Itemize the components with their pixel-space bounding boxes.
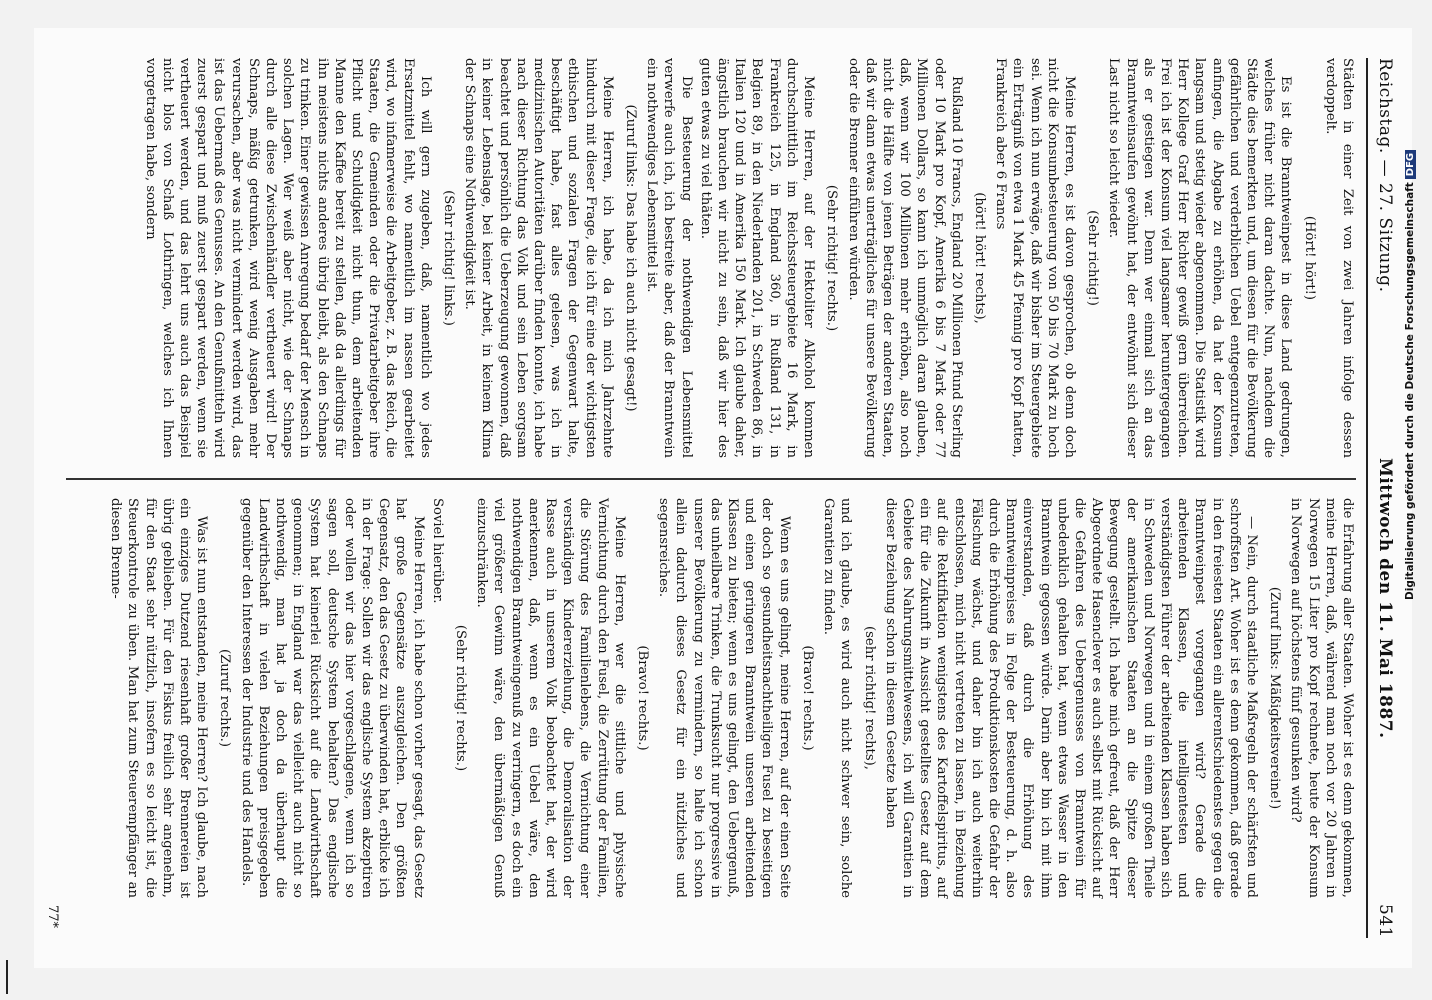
- interjection: (sehr richtig! rechts),: [861, 626, 877, 770]
- scanned-page: [34, 28, 1412, 968]
- paragraph: Was ist nun entstanden, meine Herren? Ich glaube, nach ein einziges Dutzend riesenhaft großer Brennereien ist übrig geblieben. Für den Fiskus freilich sehr angenehm, für den Staat sehr nützlich, insofern es so leicht ist, die Steuerkontrole zu üben. Man hat zum Steuerempfänger an diesen Brenne-: [108, 498, 210, 898]
- paragraph: Meine Herren, wer die sittliche und physische Vernichtung durch den Fusel, die Zerrüttung der Familien, die Störung des Familienlebens, die Vernichtung einer verständigen Kindererziehung, die Demoralisation der Rasse auch in unserem Volk beobachtet hat, der wird anerkennen, daß, wenn es ein Uebel wäre, den nothwendigen Branntweingenuß zu verringern, es doch ein viel größerer Gewinn wäre, den übermäßigen Genuß einzuschränken.: [474, 498, 627, 898]
- interjection: (Zuruf links: Mäßigkeitsvereine!): [1267, 586, 1283, 810]
- paragraph: Ich will gern zugeben, daß, namentlich wo jedes Ersatzmittel fehlt, wo namentlich im nassen gearbeitet wird, wo infamerweise die Arbeitgeber, z. B. das Reich, die Staaten, die Gemeinden oder die Privatarbeitgeber ihre Pflicht und Schuldigkeit nicht thun, dem arbeitenden Manne den Kaffee bereit zu stellen, daß da allerdings für ihn meistens nichts anderes übrig bleibt, als den Schnaps zu trinken. Einer gewissen Anregung bedarf der Mensch in solchen Lagen. Wer weiß aber nicht, wie der Schnaps durch alle diese Zwischenhändler vertheuert wird! Der Schnaps, mäßig getrunken, wird wenig Ausgaben mehr verursachen, aber was nicht vermindert werden wird, das ist das Uebermaß des Genusses. An den Genußmitteln wird zuerst gespart und muß zuerst gespart werden, wenn sie vertheuert werden, und das lehrt uns auch das Beispiel nicht blos von Schaß Lothringen, welches ich Ihnen vorgetragen habe, sondern: [142, 58, 433, 458]
- right-column: [105, 498, 1356, 898]
- paragraph: die Erfahrung aller Staaten. Woher ist es denn gekommen, meine Herren, daß, während man noch vor 20 Jahren in Norwegen 15 Liter pro Kopf rechnete, heute der Konsum in Norwegen auf höchstens fünf gesunken wird?: [1288, 498, 1355, 898]
- header-session: Reichstag. — 27. Sitzung.: [1375, 58, 1395, 293]
- paragraph: — Nein, durch staatliche Maßregeln der schärfsten und schroffsten Art. Woher ist es denn gekommen, daß gerade in den freiesten Staaten ein allerentschiedenstes gegen die Branntweinpest vorgegangen wird? Gerade die arbeitenden Klassen, die intelligentesten und verständigsten Führer der arbeitenden Klassen haben sich in Schweden und Norwegen und in einem großen Theile der amerikanischen Staaten an die Spitze dieser Bewegung gestellt. Ich habe mich gefreut, daß der Herr Abgeordnete Hasenclever es auch selbst mit Rücksicht auf die Gefahren des Uebergenusses von Branntwein für unbedenklich gehalten hat, wenn etwas Wasser in den Branntwein gegossen würde. Darin aber bin ich mit ihm einverstanden, daß durch die Erhöhung des Branntweinpreises in Folge der Besteuerung, d. h. also durch die Erhöhung des Produktionskosten die Gefahr der Fälschung wächst, und daher bin ich auch weiterhin entschlossen, mich nicht vertreten zu lassen, in Beziehung auf die Rektifikation wenigstens des Kartoffelspiritus, auf ein für die Zukunft in Aussicht gestelltes Gesetz auf dem Gebiete des Nahrungsmittelwesens, ich will Garantien in dieser Beziehung schon in diesem Gesetze haben: [882, 498, 1259, 898]
- digitization-credit: [1404, 40, 1426, 600]
- paragraph: Wenn es uns gelingt, meine Herren, auf der einen Seite der doch so gesundheitsnachtheiligen Fusel zu beseitigen und einen geringeren Branntwein unseren arbeitenden Klassen zu bieten; wenn es uns gelingt, den Uebergenuß, das unheilbare Trinken, die Trunksucht nur progressive in unserer Bevölkerung zu vermindern, so halte ich schon allein dadurch dieses Gesetz für ein nützliches und segensreiches.: [656, 498, 792, 898]
- paragraph: und ich glaube, es wird auch nicht schwer sein, solche Garantien zu finden.: [821, 498, 854, 898]
- interjection: (Sehr richtig! rechts.): [453, 624, 469, 772]
- interjection: (Bravo! rechts.): [635, 645, 651, 751]
- signature-mark: 77*: [45, 904, 60, 928]
- interjection: (Bravo! rechts.): [799, 645, 815, 751]
- paragraph: Meine Herren, ich habe, da ich mich Jahrzehnte hindurch mit dieser Frage, die ich für eine der wichtigsten ethischen und sozialen Fragen der Gegenwart halte, beschäftigt habe, fast alles gelesen, was ich in medizinischen Autoritäten darüber finden konnte, ich habe nach dieser Richtung das Volk und sein Leben sorgsam beachtet und persönlich die Ueberzeugung gewonnen, daß in keiner Lebenslage, bei keiner Arbeit, in keinem Klima der Schnaps eine Nothwendigkeit ist.: [462, 58, 615, 458]
- header-date: Mittwoch den 11. Mai 1887.: [1375, 458, 1395, 739]
- left-column: [139, 58, 1356, 458]
- paragraph: Es ist die Branntweinpest in diese Land gedrungen, welches früher nicht daran dachte. Nun, nachdem die Städte dies bemerkten und, um diesen für die Bevölkerung gefährlichen und verderblichen Uebel entgegenzutreten, anfingen, die Abgabe zu erhöhen, da hat der Konsum langsam und stetig wieder abgenommen. Die Statistik wird Herr Kollege Graf Herr Richter gewiß gern überreichen. Frei ich ist der Konsum viel langsamer heruntergegangen als er gestiegen war. Denn wer einmal sich an das Branntweinsaufen gewöhnt hat, der entwöhnt sich dieser Last nicht so leicht wieder.: [1106, 58, 1294, 458]
- paragraph: Meine Herren, ich habe schon vorher gesagt, das Gesetz hat große Gegensätze auszugleichen. Den größten Gegensatz, den das Gesetz zu überwinden hat, erblicke ich in der Frage: Sollen wir das englische System akzeptiren oder wollen wir das hier vorgeschlagene, wenn ich so sagen soll, deutsche System behalten? Das englische System hat keinerlei Rücksicht auf die Landwirthschaft genommen; in England war das vielleicht auch nicht so nothwendig, man hat ja doch da überhaupt die Landwirthschaft in vielen Beziehungen preisgegeben gegenüber den Interessen der Industrie und des Handels.: [238, 498, 426, 898]
- paragraph: Meine Herren, auf der Hektoliter Alkohol kommen durchschnittlich im Reichssteuergebiete 16 Mark, in Frankreich 125, in England 360, in Rußland 131, in Belgien 89, in den Niederlanden 201, in Schweden 86, in Italien 120 und in Amerika 150 Mark. Ich glaube daher, ängstlich brauchen wir nicht zu sein, daß wir hier des guten etwas zu viel thäten.: [697, 58, 817, 458]
- paragraph: Städten in einer Zeit von zwei Jahren infolge dessen verdoppelt.: [1322, 58, 1355, 458]
- interjection: (Sehr richtig!): [1085, 210, 1101, 306]
- interjection: (hört! hört! rechts),: [971, 192, 987, 324]
- paragraph: Die Besteuerung der nothwendigen Lebensmittel verwerfe auch ich, ich bestreite aber, daß der Branntwein ein nothwendiges Lebensmittel ist.: [644, 58, 694, 458]
- column-divider: [66, 478, 1356, 480]
- margin-mark: [6, 960, 8, 994]
- paragraph: Soviel hierüber.: [429, 498, 445, 604]
- credit-text: Digitalisierung gefördert durch die Deutsche Forschungsgemeinschaft: [1404, 182, 1416, 600]
- interjection: (Sehr richtig! links.): [441, 190, 457, 326]
- interjection: (Zuruf rechts.): [217, 648, 233, 748]
- interjection: (Zuruf links: Das habe ich auch nicht gesagt!): [623, 104, 639, 412]
- page-number: 541: [1375, 904, 1395, 938]
- dfg-logo: DFG: [1405, 150, 1416, 179]
- rotated-page-content: [34, 28, 1412, 968]
- paragraph: Meine Herren, es ist davon gesprochen, ob denn doch nicht die Konsumbesteuerung von 50 bis 70 Mark zu hoch sei. Wenn ich nun erwäge, daß wir bisher im Steuergebiete ein Erträgniß von etwa 1 Mark 45 Pfennig pro Kopf hatten, Frankreich aber 6 Francs: [993, 58, 1077, 458]
- paragraph: Rußland 10 Francs, England 20 Millionen Pfund Sterling oder 10 Mark pro Kopf, Amerika 6 bis 7 Mark oder 77 Millionen Dollars, so kann ich unmöglich daran glauben, daß, wenn wir 100 Millionen mehr erhöben, also noch nicht die Hälfte von jenen Beträgen der anderen Staaten, daß wir dann etwas unerträgliches für unsere Bevölkerung oder die Brenner einführen würden.: [845, 58, 964, 458]
- interjection: (Sehr richtig! rechts.): [824, 184, 840, 332]
- page-header: [1366, 58, 1402, 938]
- interjection: (Hört! hört!): [1301, 215, 1317, 301]
